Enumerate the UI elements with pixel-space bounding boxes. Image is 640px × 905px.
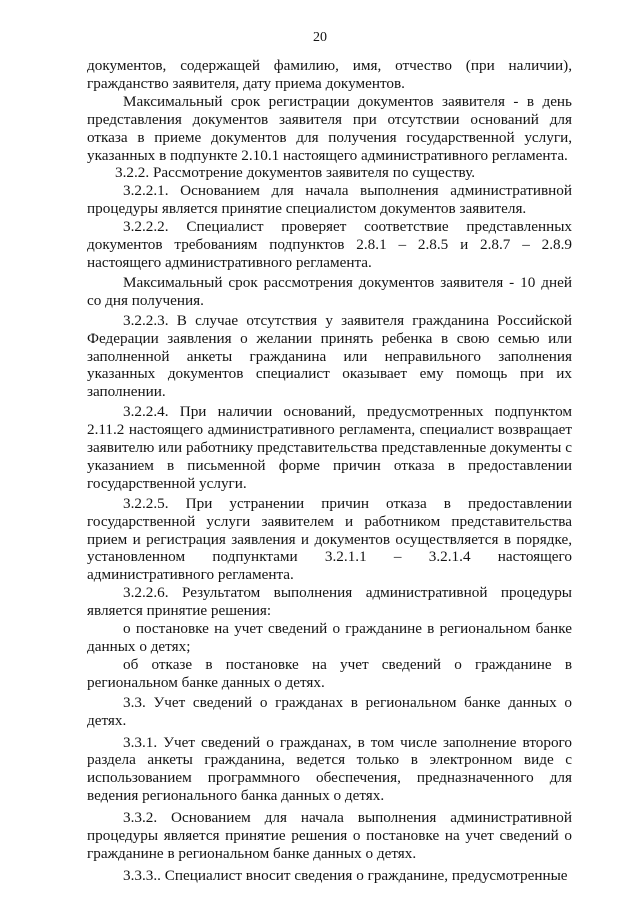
paragraph-3-2-2-5: 3.2.2.5. При устранении причин отказа в предоставлении государственной услуги заявителем и работником представительства прием и регистрация заявления и документов осуществляется в порядке, установленном подпунктами 3.2.1.1 – 3.2.1.4 настоящего административного регламента. xyxy=(87,494,572,584)
paragraph-3-3-2: 3.3.2. Основанием для начала выполнения административной процедуры является принятие решения о постановке на учет сведений о гражданине в региональном банке данных о детях. xyxy=(87,809,572,862)
paragraph-3-2-2-3: 3.2.2.3. В случае отсутствия у заявителя гражданина Российской Федерации заявления о желании принять ребенка в свою семью или заполненной анкеты гражданина или неправильного заполнения указанных документов специалист оказывает ему помощь при их заполнении. xyxy=(87,311,572,401)
paragraph-continuation: документов, содержащей фамилию, имя, отчество (при наличии), гражданство заявителя, дату приема документов. xyxy=(87,57,572,92)
paragraph-3-2-2: 3.2.2. Рассмотрение документов заявителя по существу. xyxy=(115,164,476,182)
paragraph-registration-term: Максимальный срок регистрации документов заявителя - в день представления документов заявителя при отсутствии оснований для отказа в приеме документов для получения государственной услуги, указанных в подпункте 2.10.1 настоящего административного регламента. xyxy=(87,92,572,164)
paragraph-3-2-2-2: 3.2.2.2. Специалист проверяет соответствие представленных документов требованиям подпунктов 2.8.1 – 2.8.5 и 2.8.7 – 2.8.9 настоящего административного регламента. xyxy=(87,218,572,271)
paragraph-3-3-1: 3.3.1. Учет сведений о гражданах, в том числе заполнение второго раздела анкеты гражданина, ведется только в электронном виде с использованием программного обеспечения, предназначенного для ведения регионального банка данных о детях. xyxy=(87,733,572,805)
paragraph-3-3-3: 3.3.3.. Специалист вносит сведения о гражданине, предусмотренные xyxy=(123,866,568,884)
document-body xyxy=(87,57,572,885)
paragraph-decision-refuse: об отказе в постановке на учет сведений о гражданине в региональном банке данных о детях. xyxy=(87,655,572,691)
paragraph-review-term: Максимальный срок рассмотрения документов заявителя - 10 дней со дня получения. xyxy=(87,273,572,309)
page-number: 20 xyxy=(313,30,327,45)
paragraph-3-2-2-4: 3.2.2.4. При наличии оснований, предусмотренных подпунктом 2.11.2 настоящего административного регламента, специалист возвращает заявителю или работнику представительства представленные документы с указанием в письменной форме причин отказа в предоставлении государственной услуги. xyxy=(87,403,572,492)
paragraph-3-2-2-6: 3.2.2.6. Результатом выполнения административной процедуры является принятие решения: xyxy=(87,584,572,620)
paragraph-3-3: 3.3. Учет сведений о гражданах в региональном банке данных о детях. xyxy=(87,693,572,729)
paragraph-decision-register: о постановке на учет сведений о гражданине в региональном банке данных о детях; xyxy=(87,620,572,655)
paragraph-3-2-2-1: 3.2.2.1. Основанием для начала выполнения административной процедуры является принятие специалистом документов заявителя. xyxy=(87,182,572,218)
